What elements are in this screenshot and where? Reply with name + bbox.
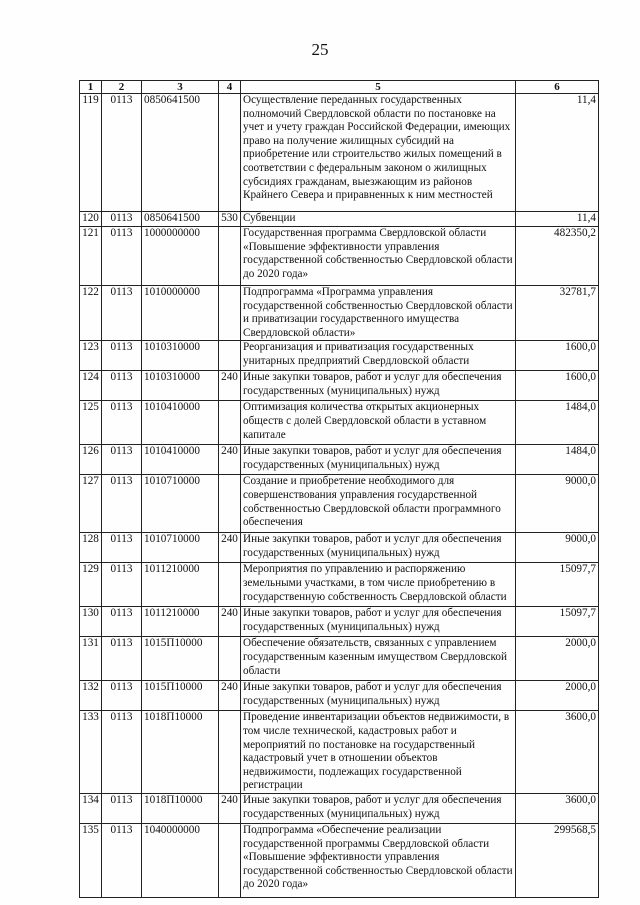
item-name-cell: Субвенции [241,212,516,227]
table-body [80,94,599,898]
amount-cell: 1600,0 [516,371,599,401]
section-code-cell: 0113 [102,607,142,637]
target-code-cell: 1015П10000 [142,681,219,711]
item-name-cell: Подпрограмма «Обеспечение реализации государственной программы Свердловской области «Повышение эффективности управления государственной собственностью Свердловской области до 2020 года» [241,823,516,897]
row-number-cell: 126 [80,445,102,475]
table-row [80,445,599,475]
item-name-cell: Иные закупки товаров, работ и услуг для обеспечения государственных (муниципальных) нужд [241,681,516,711]
expense-type-cell [219,475,241,533]
amount-cell: 11,4 [516,212,599,227]
amount-cell: 3600,0 [516,711,599,794]
table-row [80,94,599,212]
section-code-cell: 0113 [102,341,142,371]
table-row [80,227,599,286]
table-row [80,793,599,823]
amount-cell: 299568,5 [516,823,599,897]
table-row [80,401,599,445]
section-code-cell: 0113 [102,227,142,286]
amount-cell: 9000,0 [516,533,599,563]
item-name-cell: Иные закупки товаров, работ и услуг для обеспечения государственных (муниципальных) нужд [241,445,516,475]
amount-cell: 2000,0 [516,637,599,681]
expense-type-cell: 240 [219,607,241,637]
expense-type-cell [219,94,241,212]
item-name-cell: Реорганизация и приватизация государственных унитарных предприятий Свердловской области [241,341,516,371]
target-code-cell: 1010410000 [142,445,219,475]
expense-type-cell: 240 [219,793,241,823]
table-row [80,681,599,711]
row-number-cell: 123 [80,341,102,371]
row-number-cell: 135 [80,823,102,897]
table-header [80,81,599,94]
item-name-cell: Создание и приобретение необходимого для совершенствования управления государственной собственностью Свердловской области программного обеспечения [241,475,516,533]
item-name-cell: Осуществление переданных государственных полномочий Свердловской области по постановке на учет и учету граждан Российской Федерации, имеющих право на получение жилищных субсидий на приобретение или строительство жилых помещений в соответствии с федеральным законом о жилищных субсидиях гражданам, выезжающим из районов Крайнего Севера и приравненных к ним местностей [241,94,516,212]
table-row [80,637,599,681]
amount-cell: 9000,0 [516,475,599,533]
section-code-cell: 0113 [102,681,142,711]
target-code-cell: 1010310000 [142,341,219,371]
expense-type-cell [219,637,241,681]
target-code-cell: 1010710000 [142,475,219,533]
section-code-cell: 0113 [102,475,142,533]
amount-cell: 32781,7 [516,286,599,341]
row-number-cell: 125 [80,401,102,445]
amount-cell: 15097,7 [516,607,599,637]
section-code-cell: 0113 [102,401,142,445]
section-code-cell: 0113 [102,711,142,794]
header-col-4: 4 [219,81,241,94]
header-col-2: 2 [102,81,142,94]
target-code-cell: 1011210000 [142,563,219,607]
header-col-6: 6 [516,81,599,94]
target-code-cell: 1010000000 [142,286,219,341]
item-name-cell: Иные закупки товаров, работ и услуг для обеспечения государственных (муниципальных) нужд [241,371,516,401]
item-name-cell: Мероприятия по управлению и распоряжению земельными участками, в том числе приобретению в государственную собственность Свердловской области [241,563,516,607]
amount-cell: 2000,0 [516,681,599,711]
row-number-cell: 127 [80,475,102,533]
expense-type-cell: 240 [219,371,241,401]
table-row [80,823,599,897]
table-row [80,341,599,371]
expense-type-cell [219,711,241,794]
row-number-cell: 133 [80,711,102,794]
header-row [80,81,599,94]
row-number-cell: 122 [80,286,102,341]
target-code-cell: 1018П10000 [142,793,219,823]
amount-cell: 1484,0 [516,401,599,445]
table-row [80,371,599,401]
row-number-cell: 129 [80,563,102,607]
row-number-cell: 124 [80,371,102,401]
item-name-cell: Иные закупки товаров, работ и услуг для обеспечения государственных (муниципальных) нужд [241,793,516,823]
header-col-3: 3 [142,81,219,94]
item-name-cell: Оптимизация количества открытых акционерных обществ с долей Свердловской области в уставном капитале [241,401,516,445]
row-number-cell: 131 [80,637,102,681]
header-col-5: 5 [241,81,516,94]
amount-cell: 11,4 [516,94,599,212]
item-name-cell: Обеспечение обязательств, связанных с управлением государственным казенным имуществом Свердловской области [241,637,516,681]
section-code-cell: 0113 [102,823,142,897]
target-code-cell: 0850641500 [142,94,219,212]
section-code-cell: 0113 [102,212,142,227]
item-name-cell: Проведение инвентаризации объектов недвижимости, в том числе технической, кадастровых работ и мероприятий по постановке на государственный кадастровый учет в отношении объектов недвижимости, подлежащих государственной регистрации [241,711,516,794]
expense-type-cell [219,341,241,371]
expense-type-cell [219,227,241,286]
table-row [80,533,599,563]
section-code-cell: 0113 [102,637,142,681]
target-code-cell: 1010310000 [142,371,219,401]
row-number-cell: 128 [80,533,102,563]
section-code-cell: 0113 [102,793,142,823]
row-number-cell: 132 [80,681,102,711]
expense-type-cell: 240 [219,681,241,711]
amount-cell: 1600,0 [516,341,599,371]
amount-cell: 482350,2 [516,227,599,286]
table-row [80,607,599,637]
budget-table [79,80,599,898]
target-code-cell: 1010710000 [142,533,219,563]
expense-type-cell [219,823,241,897]
expense-type-cell [219,563,241,607]
section-code-cell: 0113 [102,533,142,563]
target-code-cell: 0850641500 [142,212,219,227]
target-code-cell: 1018П10000 [142,711,219,794]
item-name-cell: Иные закупки товаров, работ и услуг для обеспечения государственных (муниципальных) нужд [241,607,516,637]
item-name-cell: Подпрограмма «Программа управления государственной собственностью Свердловской области и приватизации государственного имущества Свердловской области» [241,286,516,341]
row-number-cell: 121 [80,227,102,286]
header-col-1: 1 [80,81,102,94]
expense-type-cell: 530 [219,212,241,227]
item-name-cell: Государственная программа Свердловской области «Повышение эффективности управления государственной собственностью Свердловской области до 2020 года» [241,227,516,286]
table-row [80,711,599,794]
section-code-cell: 0113 [102,445,142,475]
target-code-cell: 1011210000 [142,607,219,637]
row-number-cell: 134 [80,793,102,823]
table-row [80,475,599,533]
row-number-cell: 119 [80,94,102,212]
section-code-cell: 0113 [102,94,142,212]
amount-cell: 15097,7 [516,563,599,607]
row-number-cell: 130 [80,607,102,637]
expense-type-cell: 240 [219,445,241,475]
expense-type-cell: 240 [219,533,241,563]
target-code-cell: 1010410000 [142,401,219,445]
amount-cell: 3600,0 [516,793,599,823]
page-number: 25 [311,40,329,59]
expense-type-cell [219,286,241,341]
table-row [80,212,599,227]
section-code-cell: 0113 [102,286,142,341]
target-code-cell: 1015П10000 [142,637,219,681]
target-code-cell: 1000000000 [142,227,219,286]
target-code-cell: 1040000000 [142,823,219,897]
section-code-cell: 0113 [102,563,142,607]
section-code-cell: 0113 [102,371,142,401]
item-name-cell: Иные закупки товаров, работ и услуг для обеспечения государственных (муниципальных) нужд [241,533,516,563]
table-row [80,286,599,341]
row-number-cell: 120 [80,212,102,227]
amount-cell: 1484,0 [516,445,599,475]
table-row [80,563,599,607]
expense-type-cell [219,401,241,445]
